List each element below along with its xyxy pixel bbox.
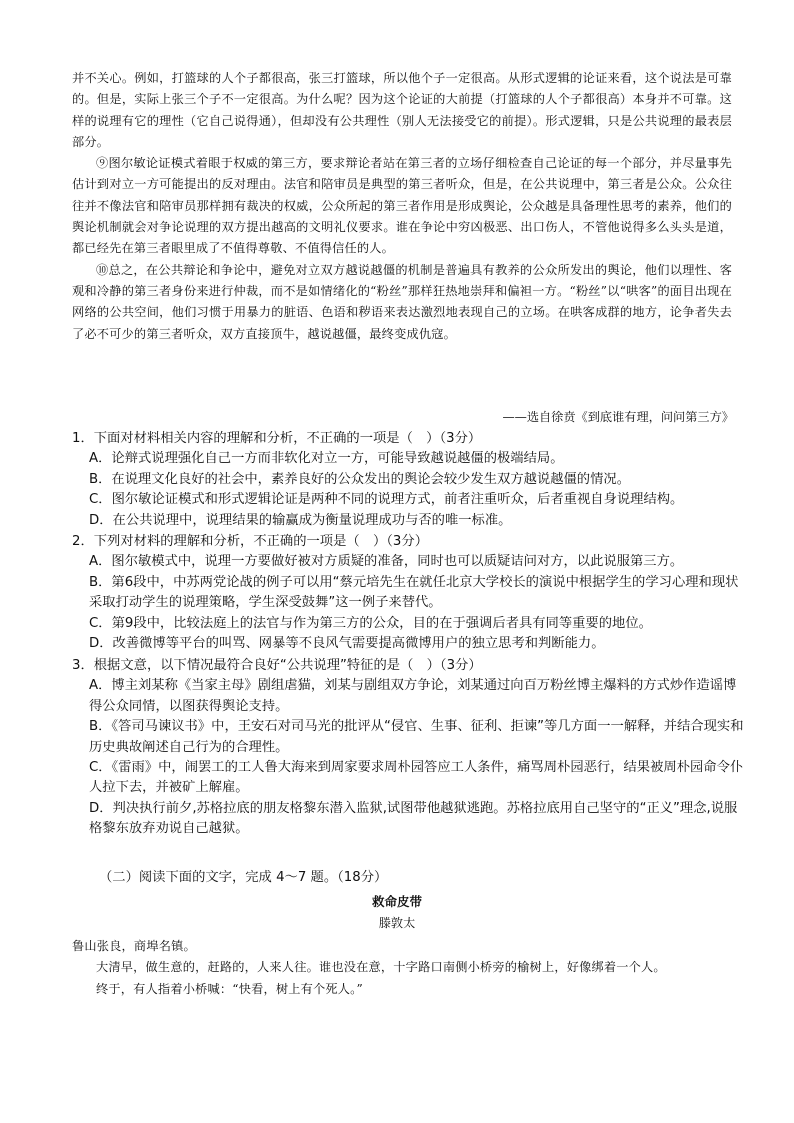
question-1-option-b: B．在说理文化良好的社会中，素养良好的公众发出的舆论会较少发生双方越说越僵的情况。 — [89, 471, 630, 487]
question-2-option-c: C．第9段中，比较法庭上的法官与作为第三方的公众，目的在于强调后者具有同等重要的地位。 — [89, 615, 652, 631]
question-3 — [72, 656, 744, 840]
passage-continued — [72, 68, 732, 345]
question-2-stem: 2．下列对材料的理解和分析，不正确的一项是（ ）（3分） — [72, 534, 428, 549]
story-title: 救命皮带 — [371, 894, 422, 909]
question-2 — [72, 532, 744, 654]
story-paragraph-2: 大清早，做生意的，赶路的，人来人往。谁也没在意，十字路口南侧小桥旁的榆树上，好像绑着一个人。 — [96, 960, 666, 975]
question-1-option-d: D．在公共说理中，说理结果的输赢成为衡量说理成功与否的唯一标准。 — [89, 512, 512, 528]
passage-source: ——选自徐贲《到底谁有理，问问第三方》 — [502, 410, 734, 424]
question-3-option-d: D．判决执行前夕,苏格拉底的朋友格黎东潜入监狱,试图带他越狱逃跑。苏格拉底用自己坚守的“正义”理念,说服格黎东放弃劝说自己越狱。 — [89, 800, 738, 837]
question-3-option-a: A．博主刘某称《当家主母》剧组虐猫，刘某与剧组双方争论，刘某通过向百万粉丝博主爆料的方式炒作造谣博得公众同情，以图获得舆论支持。 — [89, 678, 737, 714]
story-author: 滕敦太 — [378, 916, 416, 930]
passage-paragraph-9: ⑨图尔敏论证模式着眼于权威的第三方，要求辩论者站在第三者的立场仔细检查自己论证的每一个部分，并尽量事先估计到对立一方可能提出的反对理由。法官和陪审员是典型的第三者听众，但是，在公共说理中，第三者是公众。公众往往并不像法官和陪审员那样拥有裁决的权威，公众所起的第三者作用是形成舆论，公众越是具备理性思考的素养，他们的舆论机制就会对争论说理的双方提出越高的文明礼仪要求。谁在争论中穷凶极恶、出口伤人，不管他说得多么头头是道，都已经先在第三者眼里成了不值得尊敬、不值得信任的人。 — [72, 156, 732, 256]
story-paragraph-1: 鲁山张良，商埠名镇。 — [72, 939, 196, 953]
section-2-heading: （二）阅读下面的文字，完成 4～7 题。（18分） — [99, 870, 388, 885]
question-2-option-d: D．改善微博等平台的叫骂、网暴等不良风气需要提高微博用户的独立思考和判断能力。 — [89, 636, 605, 652]
question-1 — [72, 429, 744, 531]
question-2-option-b: B．第6段中，中苏两党论战的例子可以用“蔡元培先生在就任北京大学校长的演说中根据学生的学习心理和现状采取打动学生的说理策略，学生深受鼓舞”这一例子来替代。 — [89, 574, 739, 611]
passage-paragraph-10: ⑩总之，在公共辩论和争论中，避免对立双方越说越僵的机制是普遍具有教养的公众所发出的舆论，他们以理性、客观和冷静的第三者身份来进行仲裁，而不是如情绪化的“粉丝”那样狂热地崇拜和偏袒一方。“粉丝”以“哄客”的面目出现在网络的公共空间，他们习惯于用暴力的脏语、色语和秽语来表达激烈地表现自己的立场。在哄客成群的地方，论争者失去了必不可少的第三者听众，双方直接顶牛，越说越僵，最终变成仇寇。 — [72, 262, 732, 341]
question-1-option-a: A．论辩式说理强化自己一方而非软化对立一方，可能导致越说越僵的极端结局。 — [89, 451, 564, 467]
story-body — [72, 936, 732, 1000]
question-3-stem: 3．根据文意，以下情况最符合良好“公共说理”特征的是（ ）（3分） — [72, 658, 482, 673]
story-paragraph-3: 终于，有人指着小桥喊：“快看，树上有个死人。” — [96, 981, 363, 996]
question-3-option-c: C．《雷雨》中，闹罢工的工人鲁大海来到周家要求周朴园答应工人条件，痛骂周朴园恶行，结果被周朴园命令仆人拉下去，并被矿上解雇。 — [89, 760, 744, 796]
passage-paragraph-8-tail: 并不关心。例如，打篮球的人个子都很高，张三打篮球，所以他个子一定很高。从形式逻辑的论证来看，这个说法是可靠的。但是，实际上张三个子不一定很高。为什么呢？因为这个论证的大前提（打篮球的人个子都很高）本身并不可靠。这样的说理有它的理性（它自己说得通），但却没有公共理性（别人无法接受它的前提）。形式逻辑，只是公共说理的最表层部分。 — [72, 71, 732, 149]
question-1-option-c: C．图尔敏论证模式和形式逻辑论证是两种不同的说理方式，前者注重听众，后者重视自身说理结构。 — [89, 492, 684, 508]
question-3-option-b: B．《答司马谏议书》中，王安石对司马光的批评从“侵官、生事、征利、拒谏”等几方面一一解释，并结合现实和历史典故阐述自己行为的合理性。 — [89, 719, 744, 755]
question-1-stem: 1．下面对材料相关内容的理解和分析，不正确的一项是（ ）（3分） — [72, 431, 482, 446]
question-2-option-a: A．图尔敏模式中，说理一方要做好被对方质疑的准备，同时也可以质疑诘问对方，以此说服第三方。 — [89, 554, 684, 570]
